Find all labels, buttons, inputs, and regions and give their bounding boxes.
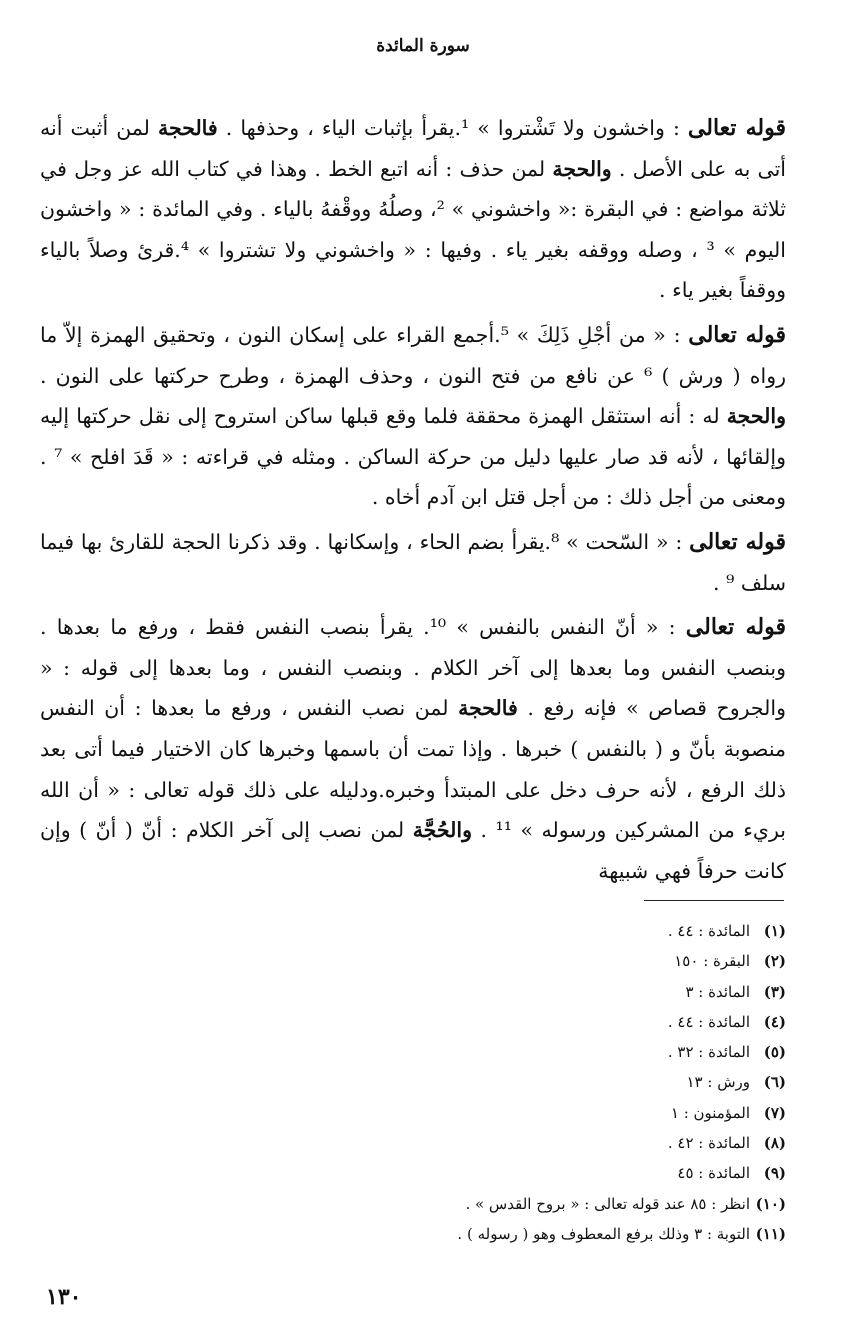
footnote-number: (٩) — [763, 1164, 786, 1183]
paragraph-2 — [40, 315, 786, 518]
footnote-number: (١١) — [755, 1224, 786, 1243]
footnote-number: (٥) — [763, 1043, 786, 1062]
footnote-text: المائدة : ٤٤ . — [667, 1012, 750, 1031]
paragraph-text: له : أنه استثقل الهمزة محققة فلما وقع قبلها ساكن استروح إلى نقل حركتها إليه وإلقائها ، لأنه قد صار عليها دليل من حركة الساكن . ومثله في قراءته : « قَدَ افلح » ⁷ . ومعنى من أجل ذلك : من أجل قتل ابن آدم أخاه . — [40, 404, 786, 510]
keyword-label: قوله تعالى — [687, 115, 786, 141]
footnote — [100, 1158, 786, 1188]
page-number: ١٣٠ — [46, 1284, 82, 1310]
footnote — [100, 1189, 786, 1219]
keyword-label: قوله تعالى — [688, 321, 786, 348]
paragraph-3 — [40, 522, 786, 603]
footnote-text: التوبة : ٣ وذلك برفع المعطوف وهو ( رسوله ) . — [457, 1224, 750, 1243]
keyword-label: قوله تعالى — [685, 614, 786, 641]
footnote-text: انظر : ٨٥ عند قوله تعالى : « بروح القدس » . — [465, 1194, 750, 1213]
footnote-separator — [644, 900, 784, 901]
paragraph-text: : « أنّ النفس بالنفس » ¹⁰. يقرأ بنصب النفس فقط ، ورفع ما بعدها . وبنصب النفس وما بعدها إلى آخر الكلام . وبنصب النفس ، وما بعدها إلى قوله : « والجروح قصاص » فإنه رفع . — [40, 615, 787, 721]
keyword-label: والحجة — [726, 404, 786, 429]
paragraph-1 — [40, 108, 786, 311]
main-text — [40, 108, 786, 895]
footnote-text: المائدة : ٤٥ — [677, 1164, 750, 1183]
paragraph-text: : « من أجْلِ ذَلِكَ » ⁵.أجمع القراء على إسكان النون ، وتحقيق الهمزة إلاّ ما رواه ( ورش ) ⁶ عن نافع من فتح النون ، وحذف الهمزة ، وطرح حركتها على النون . — [40, 322, 786, 388]
footnote — [100, 1067, 786, 1097]
keyword-label: فالحجة — [458, 696, 518, 721]
footnote — [100, 1007, 786, 1037]
footnote-number: (٧) — [763, 1103, 786, 1122]
footnote-text: المؤمنون : ١ — [670, 1103, 750, 1122]
footnote — [100, 946, 786, 976]
paragraph-4 — [40, 607, 786, 891]
footnote-number: (٤) — [763, 1012, 786, 1031]
footnote-text: المائدة : ٣ — [685, 982, 750, 1001]
footnote-number: (١) — [763, 922, 786, 940]
footnote-number: (٢) — [763, 952, 786, 971]
keyword-label: فالحجة — [157, 116, 218, 140]
paragraph-text: لمن أثبت أنه أتى به على الأصل . — [40, 116, 786, 181]
keyword-label: والحُجَّة — [412, 818, 472, 843]
footnote-text: البقرة : ١٥٠ — [674, 952, 750, 971]
paragraph-text: : واخشون ولا تَشْتروا » ¹.يقرأ بإثبات الياء ، وحذفها . — [217, 116, 688, 140]
paragraph-text: لمن حذف : أنه اتبع الخط . وهذا في كتاب الله عز وجل في ثلاثة مواضع : في البقرة :« واخشوني » ²، وصلُهُ ووقْفهُ بالياء . وفي المائدة : « واخشون اليوم » ³ ، وصله ووقفه بغير ياء . وفيها : « واخشوني ولا تشتروا » ⁴.قرئ وصلاً بالياء ووقفاً بغير ياء . — [40, 156, 786, 303]
keyword-label: قوله تعالى — [689, 528, 786, 555]
footnote-number: (٣) — [763, 982, 786, 1001]
paragraph-text: : « السّحت » ⁸.يقرأ بضم الحاء ، وإسكانها . وقد ذكرنا الحجة للقارئ بها فيما سلف ⁹ . — [40, 529, 786, 595]
footnote-text: المائدة : ٣٢ . — [667, 1043, 750, 1062]
footnote — [100, 1128, 786, 1158]
footnote — [100, 1098, 786, 1128]
footnote — [100, 977, 786, 1007]
footnote-number: (٦) — [763, 1073, 786, 1092]
footnote — [100, 916, 786, 946]
keyword-label: والحجة — [552, 156, 612, 181]
paragraph-text: لمن نصب النفس ، ورفع ما بعدها : أن النفس منصوبة بأنّ و ( بالنفس ) خبرها . وإذا تمت أن باسمها وخبرها كان الاختيار فيما أتى بعد ذلك الرفع ، لأنه حرف دخل على المبتدأ وخبره.ودليله على ذلك قوله تعالى : « أن الله بريء من المشركين ورسوله » ¹¹ . — [40, 696, 786, 843]
footnote-number: (١٠) — [755, 1194, 786, 1213]
footnote — [100, 1037, 786, 1067]
footnote-text: المائدة : ٤٢ . — [667, 1134, 750, 1153]
footnote — [100, 1219, 786, 1249]
footnote-text: ورش : ١٣ — [686, 1073, 750, 1092]
running-header: سورة المائدة — [376, 36, 470, 56]
footnote-text: المائدة : ٤٤ . — [667, 922, 750, 940]
footnotes — [100, 916, 786, 1249]
footnote-number: (٨) — [763, 1134, 786, 1153]
paragraph-text: لمن نصب إلى آخر الكلام : أنّ ( أنّ ) وإن كانت حرفاً فهي شبيهة — [40, 818, 786, 883]
